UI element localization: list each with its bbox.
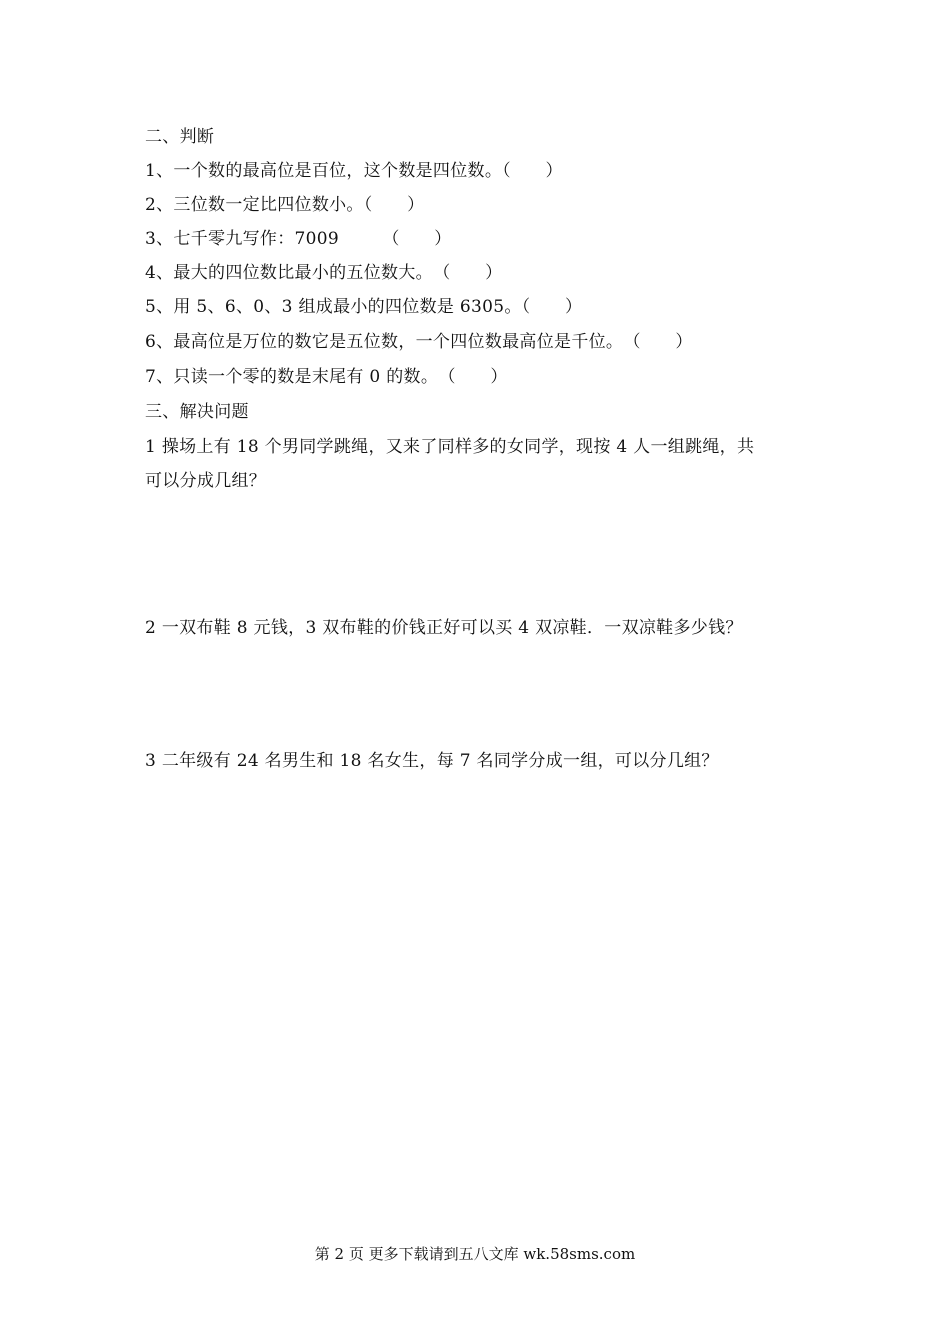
- section-heading-judgment: 二、判断: [145, 127, 215, 147]
- judgment-item-3: 3、七千零九写作：7009 （ ）: [145, 229, 452, 249]
- judgment-item-6: 6、最高位是万位的数它是五位数，一个四位数最高位是千位。 （ ）: [145, 332, 693, 352]
- problem-2: 2 一双布鞋 8 元钱，3 双布鞋的价钱正好可以买 4 双凉鞋．一双凉鞋多少钱？: [145, 618, 743, 638]
- judgment-item-2: 2、三位数一定比四位数小。（ ）: [145, 195, 425, 215]
- judgment-item-5: 5、用 5、6、0、3 组成最小的四位数是 6305。（ ）: [145, 297, 583, 317]
- judgment-item-7: 7、只读一个零的数是末尾有 0 的数。 （ ）: [145, 367, 508, 387]
- judgment-item-1: 1、一个数的最高位是百位，这个数是四位数。（ ）: [145, 161, 563, 181]
- section-heading-problems: 三、解决问题: [145, 402, 249, 422]
- page-footer: 第 2 页 更多下载请到五八文库 wk.58sms.com: [314, 1245, 636, 1263]
- problem-3: 3 二年级有 24 名男生和 18 名女生，每 7 名同学分成一组，可以分几组？: [145, 751, 719, 771]
- problem-1-line-1: 1 操场上有 18 个男同学跳绳，又来了同样多的女同学，现按 4 人一组跳绳，共: [145, 437, 755, 457]
- judgment-item-4: 4、最大的四位数比最小的五位数大。 （ ）: [145, 263, 503, 283]
- problem-1-line-2: 可以分成几组？: [145, 471, 267, 491]
